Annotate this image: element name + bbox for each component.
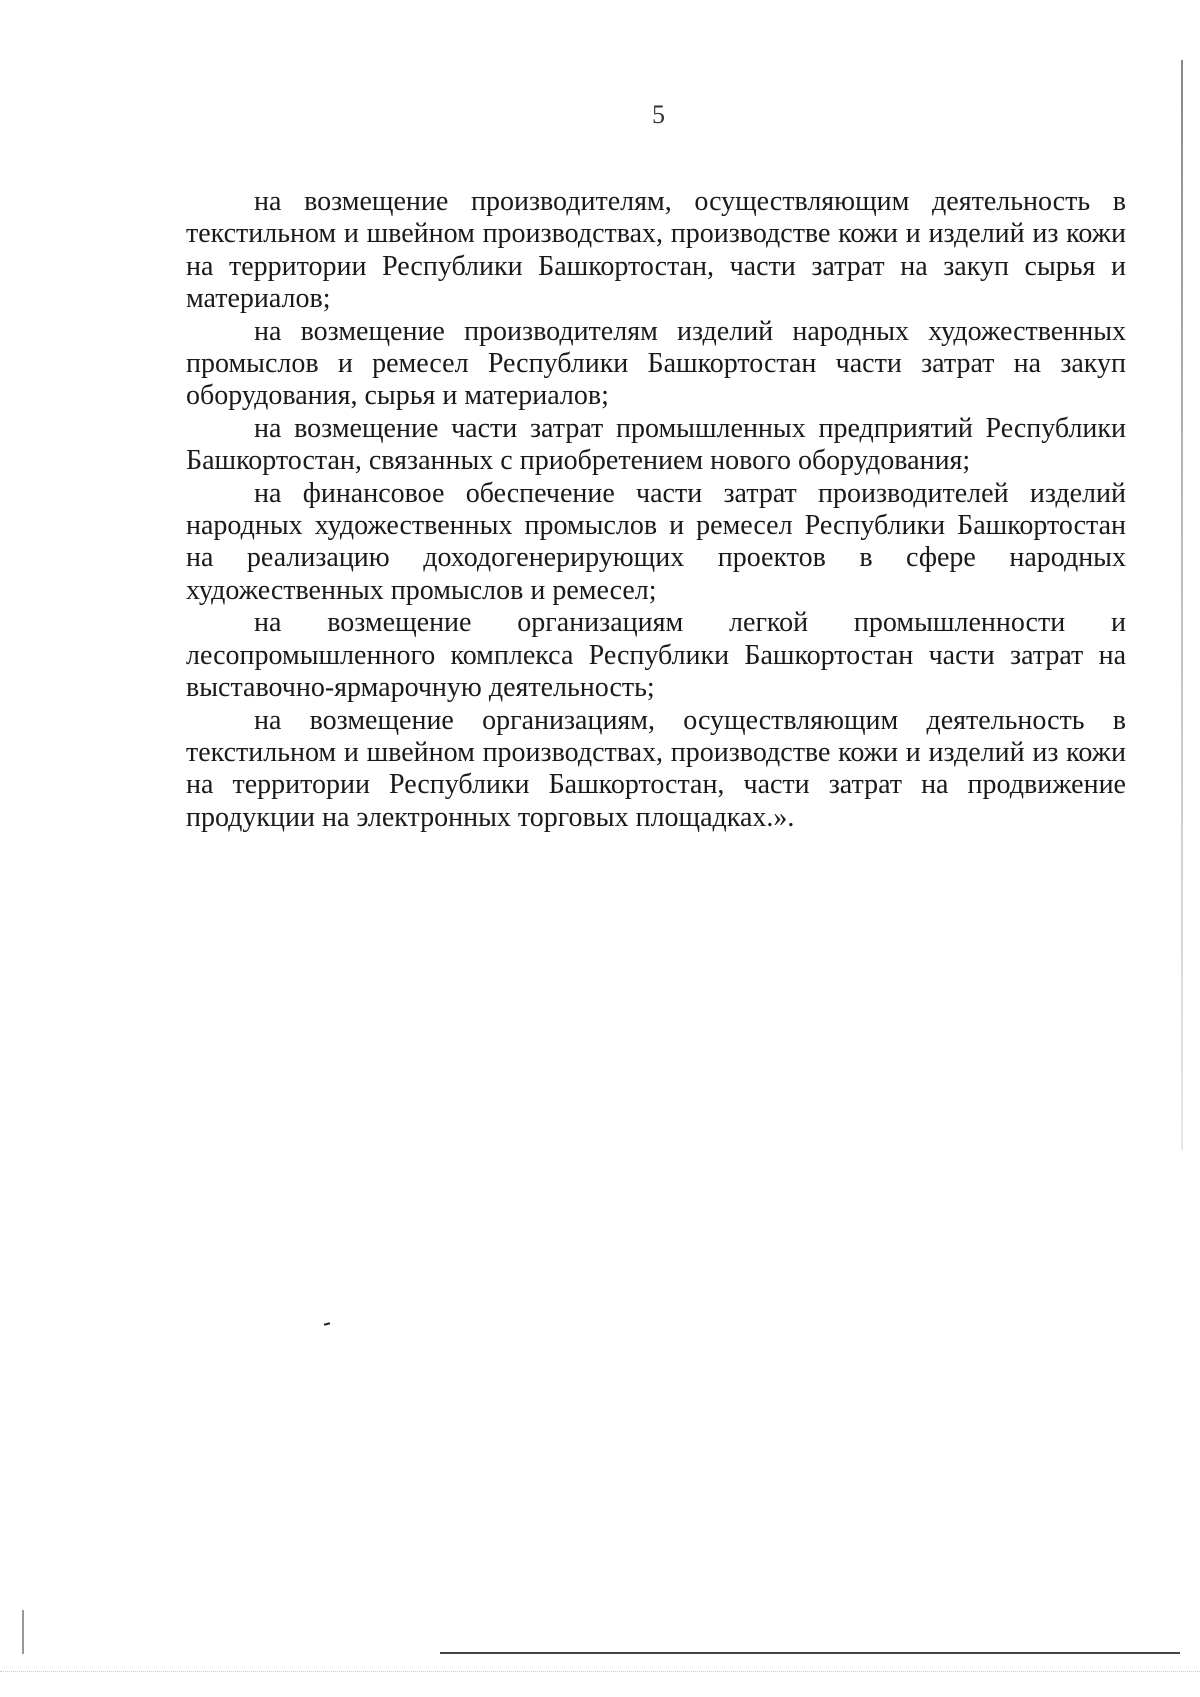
scan-bottom-line (440, 1652, 1180, 1654)
paragraph: на возмещение организациям, осуществляющим деятельность в текстильном и швейном производствах, производстве кожи и изделий из кожи на территории Республики Башкортостан, части затрат на продвижение продукции на электронных торговых площадках.». (186, 704, 1126, 833)
paragraph: на возмещение производителям, осуществляющим деятельность в текстильном и швейном производствах, производстве кожи и изделий из кожи на территории Республики Башкортостан, части затрат на закуп сырья и материалов; (186, 186, 1126, 315)
scan-speck (324, 1322, 330, 1325)
paragraph: на финансовое обеспечение части затрат производителей изделий народных художественных промыслов и ремесел Республики Башкортостан на реализацию доходогенерирующих проектов в сфере народных художественных промыслов и ремесел; (186, 477, 1126, 606)
document-body (186, 186, 1126, 834)
scan-edge-left (22, 1610, 24, 1654)
paragraph: на возмещение организациям легкой промышленности и лесопромышленного комплекса Республики Башкортостан части затрат на выставочно-ярмарочную деятельность; (186, 607, 1126, 704)
page-number: 5 (652, 100, 665, 129)
scan-edge-right (1181, 60, 1183, 1150)
paragraph: на возмещение производителям изделий народных художественных промыслов и ремесел Республики Башкортостан части затрат на закуп оборудования, сырья и материалов; (186, 315, 1126, 412)
scan-bottom-dots (0, 1671, 1200, 1673)
paragraph: на возмещение части затрат промышленных предприятий Республики Башкортостан, связанных с приобретением нового оборудования; (186, 412, 1126, 477)
